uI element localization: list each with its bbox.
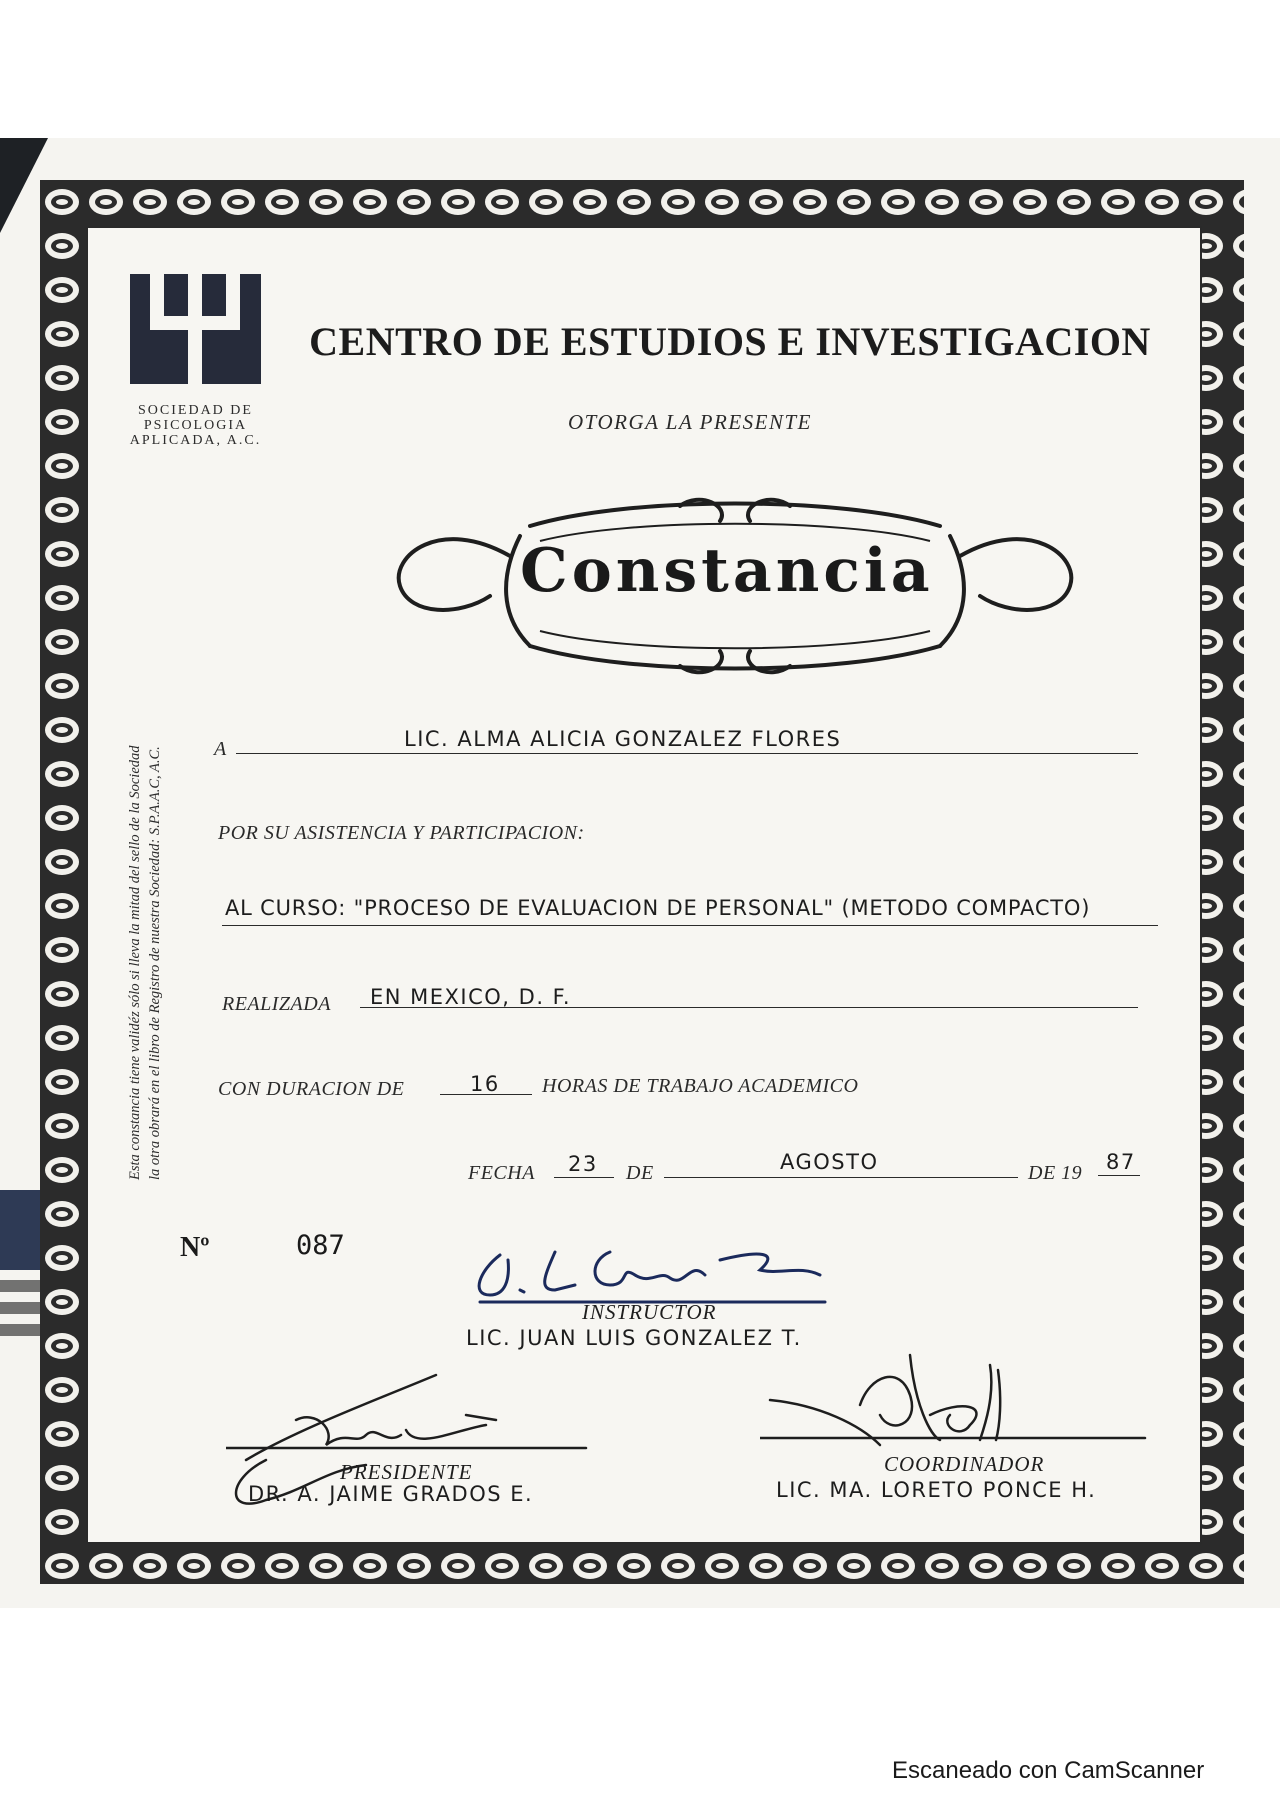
instructor-name: LIC. JUAN LUIS GONZALEZ T. — [466, 1326, 802, 1350]
logo-line-3: APLICADA, A.C. — [129, 433, 262, 448]
duration-value: 16 — [470, 1072, 500, 1096]
date-year-underline — [1098, 1175, 1140, 1176]
reason-label: POR SU ASISTENCIA Y PARTICIPACION: — [218, 822, 585, 844]
location-value: EN MEXICO, D. F. — [370, 985, 572, 1009]
president-name: DR. A. JAIME GRADOS E. — [248, 1482, 534, 1506]
location-label: REALIZADA — [222, 993, 331, 1015]
recipient-label: A — [214, 738, 227, 760]
coordinator-role: COORDINADOR — [884, 1452, 1045, 1476]
date-label: FECHA — [468, 1162, 535, 1184]
scanner-watermark: Escaneado con CamScanner — [892, 1757, 1205, 1784]
course-underline — [222, 925, 1158, 926]
organization-logo — [128, 268, 263, 448]
side-note-line-2: la otra obrará en el libro de Registro de nuestra Sociedad: S.P.A.A.C, A.C. — [147, 746, 163, 1180]
duration-suffix: HORAS DE TRABAJO ACADEMICO — [542, 1075, 859, 1097]
date-year-prefix: DE 19 — [1028, 1162, 1083, 1184]
logo-line-2: PSICOLOGIA — [143, 418, 248, 433]
document-type: Constancia — [520, 536, 934, 606]
date-month: AGOSTO — [780, 1150, 879, 1174]
page-title: CENTRO DE ESTUDIOS E INVESTIGACION — [309, 319, 1151, 364]
coordinator-name: LIC. MA. LORETO PONCE H. — [776, 1478, 1097, 1502]
recipient-name: LIC. ALMA ALICIA GONZALEZ FLORES — [404, 727, 842, 751]
instructor-role: INSTRUCTOR — [582, 1300, 717, 1324]
subtitle: OTORGA LA PRESENTE — [567, 410, 813, 434]
psi-logo-icon — [128, 268, 263, 388]
certificate-number: 087 — [296, 1230, 345, 1261]
recipient-underline — [236, 753, 1138, 754]
date-day-underline — [554, 1177, 614, 1178]
logo-line-1: SOCIEDAD DE — [138, 403, 253, 418]
duration-label: CON DURACION DE — [218, 1078, 405, 1100]
side-note-line-1: Esta constancia tiene validéz sólo si lleva la mitad del sello de la Sociedad — [127, 745, 143, 1180]
date-de-label: DE — [626, 1162, 654, 1184]
date-year: 87 — [1106, 1150, 1136, 1174]
course-name: AL CURSO: "PROCESO DE EVALUACION DE PERSONAL" (METODO COMPACTO) — [225, 896, 1091, 920]
side-note — [125, 540, 165, 1180]
date-month-underline — [664, 1177, 1018, 1178]
date-day: 23 — [568, 1152, 598, 1176]
number-label: Nº — [180, 1232, 210, 1263]
president-role: PRESIDENTE — [340, 1460, 473, 1484]
